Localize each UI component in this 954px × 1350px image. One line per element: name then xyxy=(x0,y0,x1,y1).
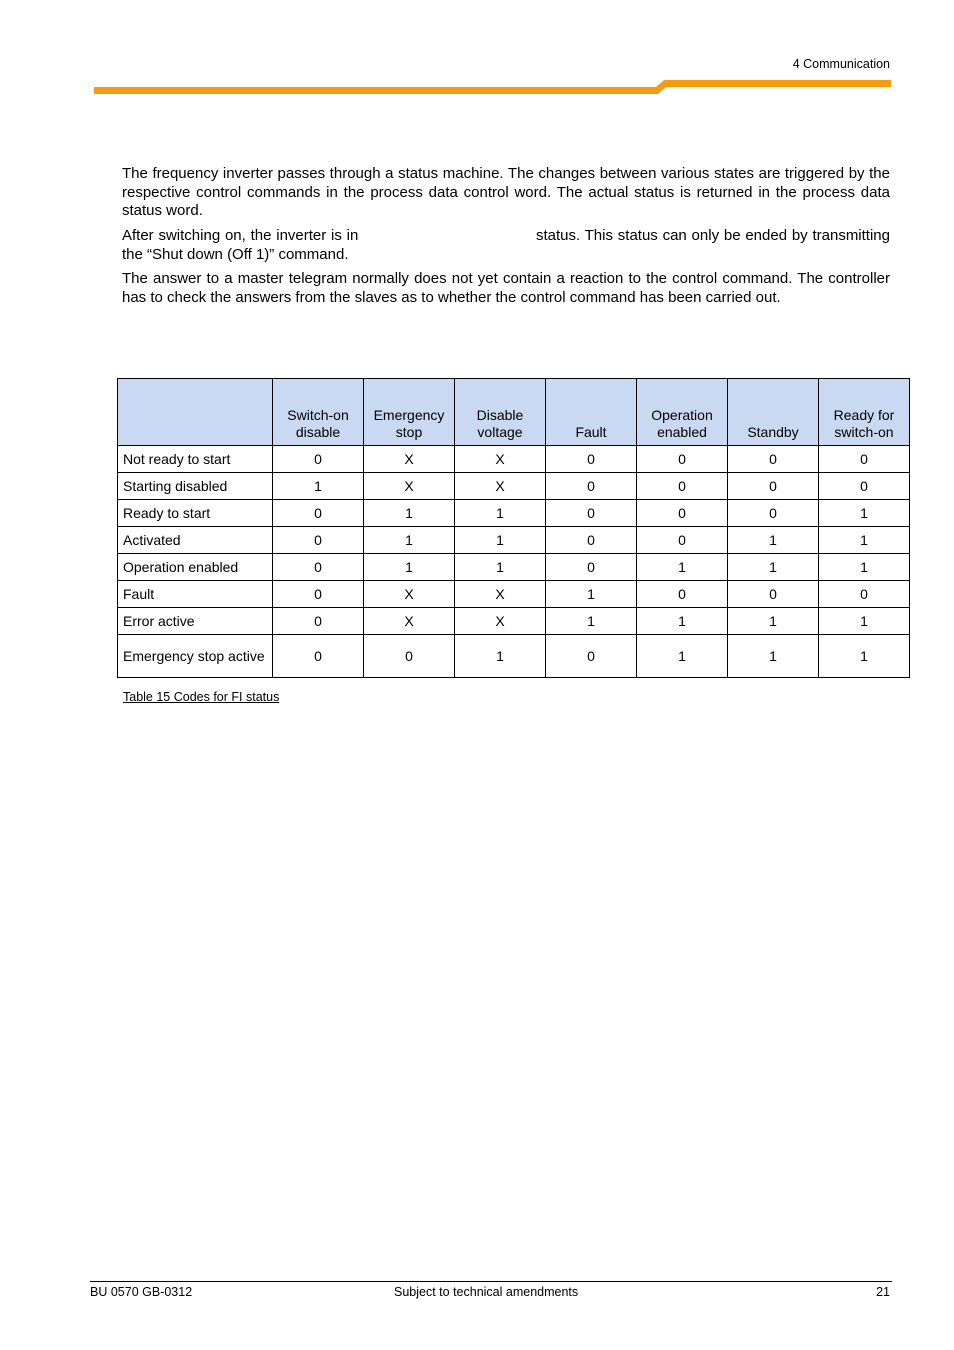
table-row xyxy=(118,500,910,527)
row-label: Operation enabled xyxy=(118,554,273,581)
table-cell: 0 xyxy=(546,527,637,554)
table-cell: 1 xyxy=(819,500,910,527)
table-cell: 0 xyxy=(364,635,455,678)
header-cell: Disable voltage xyxy=(455,379,546,446)
row-label: Emergency stop active xyxy=(118,635,273,678)
table-row xyxy=(118,527,910,554)
table-cell: X xyxy=(364,473,455,500)
table-cell: 1 xyxy=(819,608,910,635)
table-cell: 0 xyxy=(728,473,819,500)
table-cell: 1 xyxy=(364,500,455,527)
table-cell: 0 xyxy=(546,635,637,678)
footer-doc-id: BU 0570 GB-0312 xyxy=(90,1285,193,1299)
table-cell: 1 xyxy=(546,581,637,608)
table-cell: 1 xyxy=(546,608,637,635)
answer-paragraph: The answer to a master telegram normally does not yet contain a reaction to the control command. The controller has to check the answers from the slaves as to whether the control command has been carried out. xyxy=(122,270,890,306)
table-cell: 0 xyxy=(273,581,364,608)
table-cell: X xyxy=(455,446,546,473)
table-cell: 1 xyxy=(364,554,455,581)
table-cell: 1 xyxy=(455,500,546,527)
table-cell: X xyxy=(364,446,455,473)
switch-on-paragraph xyxy=(122,227,890,264)
chapter-heading: 4 Communication xyxy=(792,57,890,71)
table-cell: 0 xyxy=(728,446,819,473)
table-cell: 0 xyxy=(637,500,728,527)
table-cell: 1 xyxy=(728,554,819,581)
table-header-row xyxy=(118,379,910,446)
table-cell: 0 xyxy=(637,527,728,554)
row-label: Error active xyxy=(118,608,273,635)
table-cell: X xyxy=(455,608,546,635)
table-cell: 0 xyxy=(546,446,637,473)
table-caption-link[interactable]: Table 15 Codes for FI status xyxy=(123,690,280,704)
header-accent-bar xyxy=(94,79,891,95)
row-label: Fault xyxy=(118,581,273,608)
table-cell: 0 xyxy=(546,554,637,581)
table-cell: 0 xyxy=(546,500,637,527)
table-cell: 1 xyxy=(728,527,819,554)
footer-notice: Subject to technical amendments xyxy=(394,1285,579,1299)
table-cell: X xyxy=(364,608,455,635)
table-cell: 1 xyxy=(728,635,819,678)
header-cell: Standby xyxy=(728,379,819,446)
table-cell: 1 xyxy=(455,527,546,554)
table-cell: X xyxy=(455,581,546,608)
table-row xyxy=(118,581,910,608)
table-cell: 0 xyxy=(728,500,819,527)
table-cell: 0 xyxy=(273,446,364,473)
header-cell: Operation enabled xyxy=(637,379,728,446)
table-cell: 1 xyxy=(637,554,728,581)
header-cell: Emergency stop xyxy=(364,379,455,446)
table-cell: 1 xyxy=(819,635,910,678)
footer-divider xyxy=(90,1281,892,1282)
table-cell: 0 xyxy=(273,608,364,635)
table-cell: 1 xyxy=(637,608,728,635)
table-cell: 1 xyxy=(455,635,546,678)
row-label: Activated xyxy=(118,527,273,554)
table-cell: 1 xyxy=(728,608,819,635)
table-cell: 0 xyxy=(637,446,728,473)
switch-on-text-part2: status. This status can only be ended by transmitting the “Shut down (Off 1)” command. xyxy=(122,227,890,263)
table-cell: 0 xyxy=(819,473,910,500)
intro-paragraph: The frequency inverter passes through a status machine. The changes between various states are triggered by the respective control commands in the process data control word. The actual status is returned in the process data status word. xyxy=(122,165,890,219)
row-label: Not ready to start xyxy=(118,446,273,473)
table-cell: 1 xyxy=(819,527,910,554)
row-label: Ready to start xyxy=(118,500,273,527)
table-cell: 1 xyxy=(455,554,546,581)
table-cell: 0 xyxy=(273,635,364,678)
table-cell: 0 xyxy=(273,527,364,554)
page-number: 21 xyxy=(876,1285,890,1299)
table-cell: 0 xyxy=(819,446,910,473)
table-row xyxy=(118,608,910,635)
table-row xyxy=(118,554,910,581)
header-cell: Switch-on disable xyxy=(273,379,364,446)
table-cell: 0 xyxy=(273,554,364,581)
table-cell: 1 xyxy=(273,473,364,500)
table-cell: 0 xyxy=(637,473,728,500)
table-cell: 1 xyxy=(364,527,455,554)
table-cell: 0 xyxy=(546,473,637,500)
header-cell: Fault xyxy=(546,379,637,446)
table-row xyxy=(118,473,910,500)
switch-on-text-part1: After switching on, the inverter is in xyxy=(122,227,359,244)
header-cell xyxy=(118,379,273,446)
table-cell: 0 xyxy=(273,500,364,527)
table-cell: 0 xyxy=(728,581,819,608)
table-cell: 0 xyxy=(637,581,728,608)
table-cell: 0 xyxy=(819,581,910,608)
row-label: Starting disabled xyxy=(118,473,273,500)
table-row xyxy=(118,446,910,473)
table-cell: X xyxy=(455,473,546,500)
table-cell: 1 xyxy=(637,635,728,678)
table-row xyxy=(118,635,910,678)
table-cell: 1 xyxy=(819,554,910,581)
header-cell: Ready for switch-on xyxy=(819,379,910,446)
fi-status-table xyxy=(117,378,910,678)
table-cell: X xyxy=(364,581,455,608)
